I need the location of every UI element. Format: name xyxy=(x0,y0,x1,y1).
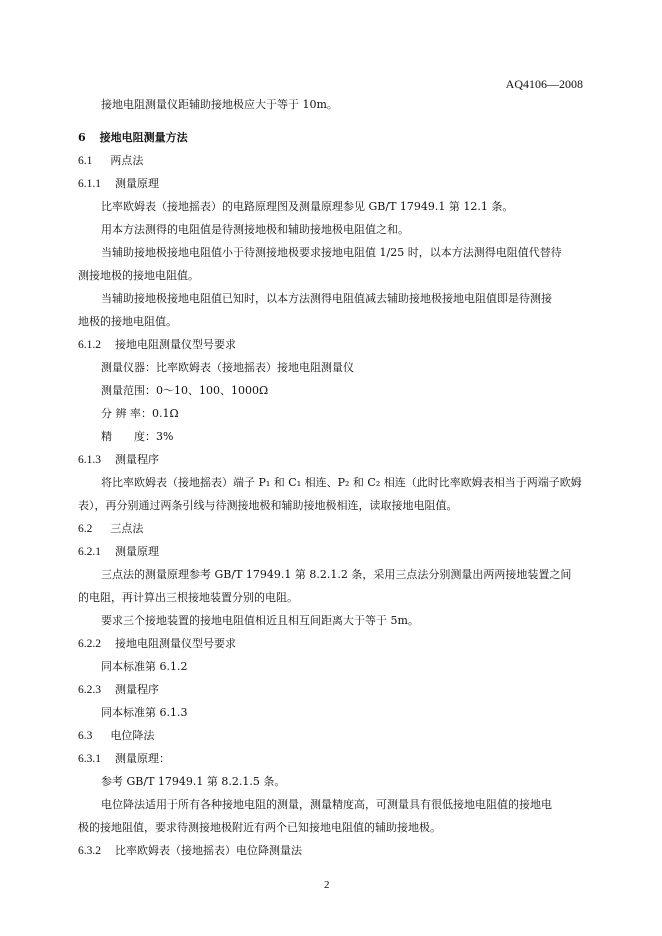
requirement-line: 精 度：3% xyxy=(101,430,174,443)
section-number: 6.2.1 xyxy=(78,546,101,558)
section-title: 测量原理： xyxy=(115,752,170,765)
section-6-2-2-heading xyxy=(78,636,236,652)
section-number: 6.1.2 xyxy=(78,339,101,351)
paragraph-line: 当辅助接地极接地电阻值已知时，以本方法测得电阻值减去辅助接地极接地电阻值即是待测接 xyxy=(101,292,552,305)
section-number: 6.3.2 xyxy=(78,845,101,857)
section-number: 6.1.1 xyxy=(78,178,101,190)
section-6-2-1-heading xyxy=(78,544,159,560)
section-number: 6.1 xyxy=(78,155,93,167)
requirement-line: 分 辨 率：0.1Ω xyxy=(101,407,179,420)
section-6-1-3-heading xyxy=(78,452,159,468)
paragraph-line: 参考 GB/T 17949.1 第 8.2.1.5 条。 xyxy=(101,775,286,788)
section-title: 测量原理 xyxy=(115,545,159,558)
section-number: 6.2.3 xyxy=(78,684,101,696)
paragraph-line: 三点法的测量原理参考 GB/T 17949.1 第 8.2.1.2 条，采用三点法分别测量出两两接地装置之间 xyxy=(101,568,572,581)
section-title: 测量原理 xyxy=(115,177,159,190)
intro-line: 接地电阻测量仪距辅助接地极应大于等于 10m。 xyxy=(101,98,338,111)
section-title: 接地电阻测量仪型号要求 xyxy=(115,637,236,650)
section-number: 6.3 xyxy=(78,730,93,742)
section-title: 接地电阻测量仪型号要求 xyxy=(115,338,236,351)
paragraph-line: 电位降法适用于所有各种接地电阻的测量，测量精度高，可测量具有很低接地电阻值的接地电 xyxy=(101,798,552,811)
section-6-3-1-heading xyxy=(78,751,170,767)
paragraph-line: 极的接地阻值，要求待测接地极附近有两个已知接地电阻值的辅助接地极。 xyxy=(78,821,441,834)
section-number: 6.2.2 xyxy=(78,638,101,650)
paragraph-line: 同本标准第 6.1.2 xyxy=(101,660,188,673)
paragraph-line: 测接地极的接地电阻值。 xyxy=(78,269,199,282)
paragraph-line: 将比率欧姆表（接地摇表）端子 P₁ 和 C₁ 相连、P₂ 和 C₂ 相连（此时比率欧姆表相当于两端子欧姆 xyxy=(101,476,582,489)
section-title: 两点法 xyxy=(110,154,144,167)
paragraph-line: 要求三个接地装置的接地电阻值相近且相互间距离大于等于 5m。 xyxy=(101,614,419,627)
section-title: 测量程序 xyxy=(115,453,159,466)
section-6-1-heading xyxy=(78,153,143,169)
section-number: 6.3.1 xyxy=(78,753,101,765)
requirement-line: 测量仪器：比率欧姆表（接地摇表）接地电阻测量仪 xyxy=(101,361,354,374)
document-code: AQ4106—2008 xyxy=(505,77,583,91)
section-number: 6 xyxy=(78,131,86,144)
paragraph-line: 地极的接地电阻值。 xyxy=(78,315,177,328)
section-6-1-1-heading xyxy=(78,176,159,192)
section-title: 测量程序 xyxy=(115,683,159,696)
section-title: 电位降法 xyxy=(110,729,155,742)
paragraph-line: 表），再分别通过两条引线与待测接地极和辅助接地极相连，读取接地电阻值。 xyxy=(78,499,458,512)
section-6-1-2-heading xyxy=(78,337,236,353)
section-6-2-heading xyxy=(78,521,143,537)
section-6-3-heading xyxy=(78,728,154,744)
paragraph-line: 比率欧姆表（接地摇表）的电路原理图及测量原理参见 GB/T 17949.1 第 12.1 条。 xyxy=(101,200,514,213)
section-number: 6.1.3 xyxy=(78,454,101,466)
paragraph-line: 同本标准第 6.1.3 xyxy=(101,706,188,719)
paragraph-line: 的电阻，再计算出三根接地装置分别的电阻。 xyxy=(78,591,298,604)
section-6-3-2-heading xyxy=(78,843,302,859)
requirement-line: 测量范围：0～10、100、1000Ω xyxy=(101,384,269,397)
section-6-2-3-heading xyxy=(78,682,159,698)
section-title: 三点法 xyxy=(110,522,144,535)
section-title: 接地电阻测量方法 xyxy=(99,131,188,144)
page-number: 2 xyxy=(324,879,330,891)
section-title: 比率欧姆表（接地摇表）电位降测量法 xyxy=(115,844,302,857)
section-6-heading xyxy=(78,130,188,146)
paragraph-line: 当辅助接地极接地电阻值小于待测接地极要求接地电阻值 1/25 时，以本方法测得电阻值代替待 xyxy=(101,246,562,259)
section-number: 6.2 xyxy=(78,523,93,535)
paragraph-line: 用本方法测得的电阻值是待测接地极和辅助接地极电阻值之和。 xyxy=(101,223,409,236)
